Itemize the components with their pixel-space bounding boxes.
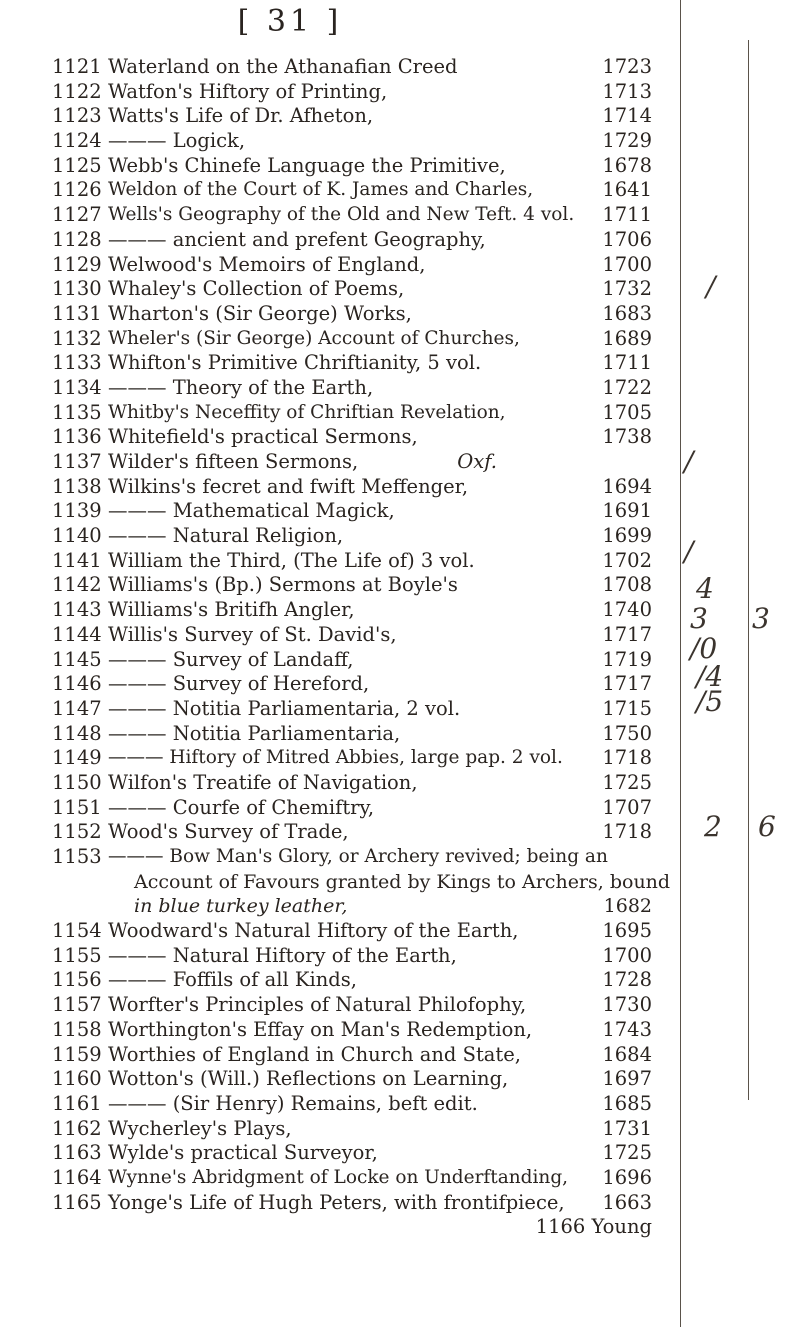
entry	[52, 425, 652, 450]
entry	[52, 327, 652, 352]
entry-year: 1663	[602, 1190, 652, 1214]
entry-year: 1691	[602, 499, 652, 523]
entry-year: 1678	[602, 153, 652, 177]
margin-note: 2	[704, 810, 722, 843]
entry	[52, 302, 652, 327]
entry-title: ——— Bow Man's Glory, or Archery revived; being an	[108, 846, 608, 867]
entry-title: Williams's Britifh Angler,	[108, 598, 355, 622]
margin-note: /4	[696, 660, 724, 693]
entry-title: Wycherley's Plays,	[108, 1116, 292, 1140]
entry-number: 1134	[52, 375, 102, 399]
entry-number: 1130	[52, 277, 102, 301]
entry-number: 1162	[52, 1116, 102, 1140]
entry-title: Willis's Survey of St. David's,	[108, 622, 397, 646]
entry-number: 1163	[52, 1141, 102, 1165]
entry-number: 1123	[52, 104, 102, 128]
entry-number: 1122	[52, 79, 102, 103]
entry-title: Wilder's fifteen Sermons,	[108, 450, 359, 473]
entry-year: 1731	[602, 1116, 652, 1140]
entry	[52, 573, 652, 598]
entry-continuation	[52, 894, 652, 919]
entry	[52, 968, 652, 993]
entry-title: ——— Foffils of all Kinds,	[108, 968, 357, 992]
entry-year: 1696	[602, 1165, 652, 1189]
margin-note: /	[706, 270, 716, 303]
entry	[52, 376, 652, 401]
entry-title: ——— Notitia Parliamentaria,	[108, 721, 401, 745]
margin-note: /0	[690, 632, 718, 665]
entry	[52, 450, 652, 475]
entry-title: ——— Notitia Parliamentaria, 2 vol.	[108, 696, 461, 720]
entry	[52, 203, 652, 228]
entry-title: Wylde's practical Surveyor,	[108, 1141, 378, 1165]
margin-rule	[748, 40, 749, 1100]
catalogue-entries	[52, 55, 671, 1240]
entry-year: 1641	[602, 178, 652, 202]
entry-title: ——— Courfe of Chemiftry,	[108, 795, 375, 819]
entry-year: 1697	[602, 1067, 652, 1091]
entry-title: ——— (Sir Henry) Remains, beft edit.	[108, 1091, 478, 1115]
entry-title: Wells's Geography of the Old and New Teft. 4 vol.	[108, 204, 575, 226]
entry-year: 1725	[602, 770, 652, 794]
entry-title: Wilkins's fecret and fwift Meffenger,	[108, 474, 469, 498]
entry-title: ——— Survey of Hereford,	[108, 672, 370, 696]
entry-year: 1743	[602, 1017, 652, 1041]
entry-title: Wotton's (Will.) Reflections on Learning,	[108, 1067, 509, 1091]
entry-number: 1156	[52, 968, 102, 992]
entry-number: 1138	[52, 474, 102, 498]
entry-number: 1131	[52, 301, 102, 325]
entry-number: 1139	[52, 499, 102, 523]
entry-title: Whifton's Primitive Chriftianity, 5 vol.	[108, 351, 482, 375]
entry-title: Watts's Life of Dr. Afheton,	[108, 104, 374, 128]
entry	[52, 104, 652, 129]
entry-year: 1718	[602, 746, 652, 770]
entry	[52, 524, 652, 549]
entry-title: Worthington's Effay on Man's Redemption,	[108, 1017, 533, 1041]
entry-year: 1732	[602, 277, 652, 301]
entry-number: 1142	[52, 573, 102, 597]
entry	[52, 475, 652, 500]
entry-title: ——— Natural Hiftory of the Earth,	[108, 943, 457, 967]
entry-title: ——— Hiftory of Mitred Abbies, large pap. 2 vol.	[108, 747, 563, 769]
entry-number: 1147	[52, 696, 102, 720]
entry	[52, 598, 652, 623]
entry-title: Whitefield's practical Sermons,	[108, 425, 418, 449]
entry-year: 1718	[602, 820, 652, 844]
entry-year: 1705	[602, 400, 652, 424]
entry-title: Williams's (Bp.) Sermons at Boyle's	[108, 573, 458, 597]
entry-year: 1730	[602, 993, 652, 1017]
entry-number: 1141	[52, 548, 102, 572]
entry-title: ——— Natural Religion,	[108, 524, 344, 548]
entry-year: 1740	[602, 598, 652, 622]
entry-year: 1700	[602, 252, 652, 276]
entry-year: 1685	[602, 1091, 652, 1115]
entry	[52, 1141, 652, 1166]
entry-year: 1711	[602, 203, 652, 227]
entry-number: 1161	[52, 1091, 102, 1115]
entry-number: 1152	[52, 820, 102, 844]
entry-number: 1158	[52, 1017, 102, 1041]
entry-title: Worfter's Principles of Natural Philofophy,	[108, 993, 527, 1017]
entry-year: Oxf.	[457, 450, 497, 473]
entry	[52, 648, 652, 673]
margin-note: 6	[758, 810, 776, 843]
entry-number: 1148	[52, 721, 102, 745]
entry	[52, 796, 652, 821]
entry	[52, 944, 652, 969]
entry	[52, 549, 652, 574]
entry-number: 1144	[52, 622, 102, 646]
margin-note: /5	[696, 685, 724, 718]
entry-year: 1722	[602, 375, 652, 399]
entry	[52, 129, 652, 154]
entry-number: 1124	[52, 129, 102, 153]
entry-year: 1695	[602, 919, 652, 943]
entry-year: 1684	[602, 1042, 652, 1066]
entry-title: ——— Mathematical Magick,	[108, 499, 395, 523]
entry-number: 1151	[52, 795, 102, 819]
entry-year: 1728	[602, 968, 652, 992]
entry-title: Yonge's Life of Hugh Peters, with frontifpiece,	[108, 1190, 565, 1214]
continuation-year: 1682	[603, 895, 652, 918]
entry-title: Woodward's Natural Hiftory of the Earth,	[108, 919, 519, 943]
entry-number: 1155	[52, 943, 102, 967]
entry-title: Wilfon's Treatife of Navigation,	[108, 770, 418, 794]
entry-title: Whitby's Neceffity of Chriftian Revelation,	[108, 401, 506, 423]
entry-number: 1153	[52, 845, 102, 868]
entry-year: 1699	[602, 524, 652, 548]
entry	[52, 1018, 652, 1043]
entry	[52, 820, 652, 845]
entry-title: Wharton's (Sir George) Works,	[108, 301, 412, 325]
entry-year: 1707	[602, 795, 652, 819]
entry-year: 1723	[602, 55, 652, 78]
entry-number: 1128	[52, 227, 102, 251]
entry-title: William the Third, (The Life of) 3 vol.	[108, 548, 475, 572]
page-number: [ 31 ]	[237, 4, 343, 39]
entry-number: 1129	[52, 252, 102, 276]
margin-rule	[680, 0, 681, 1327]
entry-year: 1689	[602, 326, 652, 350]
entry-title: Watfon's Hiftory of Printing,	[108, 79, 388, 103]
entry	[52, 55, 652, 80]
entry-year: 1717	[602, 622, 652, 646]
entry-number: 1164	[52, 1165, 102, 1189]
entry	[52, 277, 652, 302]
entry-title: Webb's Chinefe Language the Primitive,	[108, 153, 506, 177]
entry-number: 1143	[52, 598, 102, 622]
continuation-text: in blue turkey leather,	[134, 895, 348, 918]
margin-note: 3	[690, 602, 708, 635]
entry-number: 1160	[52, 1067, 102, 1091]
entry-number: 1136	[52, 425, 102, 449]
entry-number: 1121	[52, 55, 102, 78]
entry-title: Whaley's Collection of Poems,	[108, 277, 405, 301]
entry	[52, 993, 652, 1018]
entry-year: 1711	[602, 351, 652, 375]
entry-title: Weldon of the Court of K. James and Charles,	[108, 179, 534, 201]
entry-title: ——— Logick,	[108, 129, 246, 153]
entry-number: 1127	[52, 203, 102, 227]
entry-number: 1125	[52, 153, 102, 177]
entry-number: 1135	[52, 400, 102, 424]
margin-note: 3	[752, 602, 770, 635]
entry	[52, 401, 652, 426]
entry-year: 1706	[602, 227, 652, 251]
entry	[52, 623, 652, 648]
entry-year: 1683	[602, 301, 652, 325]
entry	[52, 1092, 652, 1117]
entry-year: 1750	[602, 721, 652, 745]
entry-title: Welwood's Memoirs of England,	[108, 252, 426, 276]
entry-number: 1154	[52, 919, 102, 943]
entry-number: 1145	[52, 647, 102, 671]
entry-year: 1717	[602, 672, 652, 696]
entry-continuation	[52, 870, 671, 895]
entry-title: Wynne's Abridgment of Locke on Underftanding,	[108, 1166, 569, 1188]
entry	[52, 746, 652, 771]
entry-year: 1713	[602, 79, 652, 103]
entry-number: 1137	[52, 450, 102, 473]
entry-year: 1694	[602, 474, 652, 498]
entry-year: 1708	[602, 573, 652, 597]
entry-number: 1149	[52, 746, 102, 770]
entry-year: 1738	[602, 425, 652, 449]
entry	[52, 253, 652, 278]
catchword: 1166 Young	[535, 1215, 652, 1239]
entry-number: 1165	[52, 1190, 102, 1214]
margin-note: /	[684, 445, 694, 478]
entry-number: 1157	[52, 993, 102, 1017]
continuation-text: Account of Favours granted by Kings to Archers, bound	[134, 870, 671, 893]
entry-year: 1700	[602, 943, 652, 967]
entry-year: 1725	[602, 1141, 652, 1165]
entry-year: 1729	[602, 129, 652, 153]
entry	[52, 499, 652, 524]
entry-number: 1140	[52, 524, 102, 548]
entry	[52, 919, 652, 944]
entry	[52, 771, 652, 796]
entry	[52, 1043, 652, 1068]
entry-year: 1719	[602, 647, 652, 671]
entry-number: 1132	[52, 326, 102, 350]
margin-note: 4	[696, 572, 714, 605]
entry	[52, 80, 652, 105]
entry	[52, 672, 652, 697]
entry-year: 1714	[602, 104, 652, 128]
entry-year: 1702	[602, 548, 652, 572]
entry	[52, 351, 652, 376]
entry-number: 1126	[52, 178, 102, 202]
entry-number: 1159	[52, 1042, 102, 1066]
entry	[52, 154, 652, 179]
entry	[52, 845, 652, 870]
entry	[52, 1166, 652, 1191]
entry-title: ——— Theory of the Earth,	[108, 375, 374, 399]
entry-number: 1133	[52, 351, 102, 375]
entry-number: 1150	[52, 770, 102, 794]
entry	[52, 722, 652, 747]
entry-title: Worthies of England in Church and State,	[108, 1042, 521, 1066]
entry	[52, 1191, 652, 1216]
entry-year: 1715	[602, 696, 652, 720]
entry-title: ——— ancient and prefent Geography,	[108, 227, 486, 251]
entry-title: Wood's Survey of Trade,	[108, 820, 349, 844]
entry	[52, 1117, 652, 1142]
entry-title: Waterland on the Athanafian Creed	[108, 55, 458, 78]
entry-title: Wheler's (Sir George) Account of Churches,	[108, 327, 520, 349]
entry-title: ——— Survey of Landaff,	[108, 647, 354, 671]
entry	[52, 1067, 652, 1092]
entry	[52, 228, 652, 253]
margin-note: /	[684, 535, 694, 568]
entry	[52, 178, 652, 203]
entry	[52, 697, 652, 722]
entry-number: 1146	[52, 672, 102, 696]
